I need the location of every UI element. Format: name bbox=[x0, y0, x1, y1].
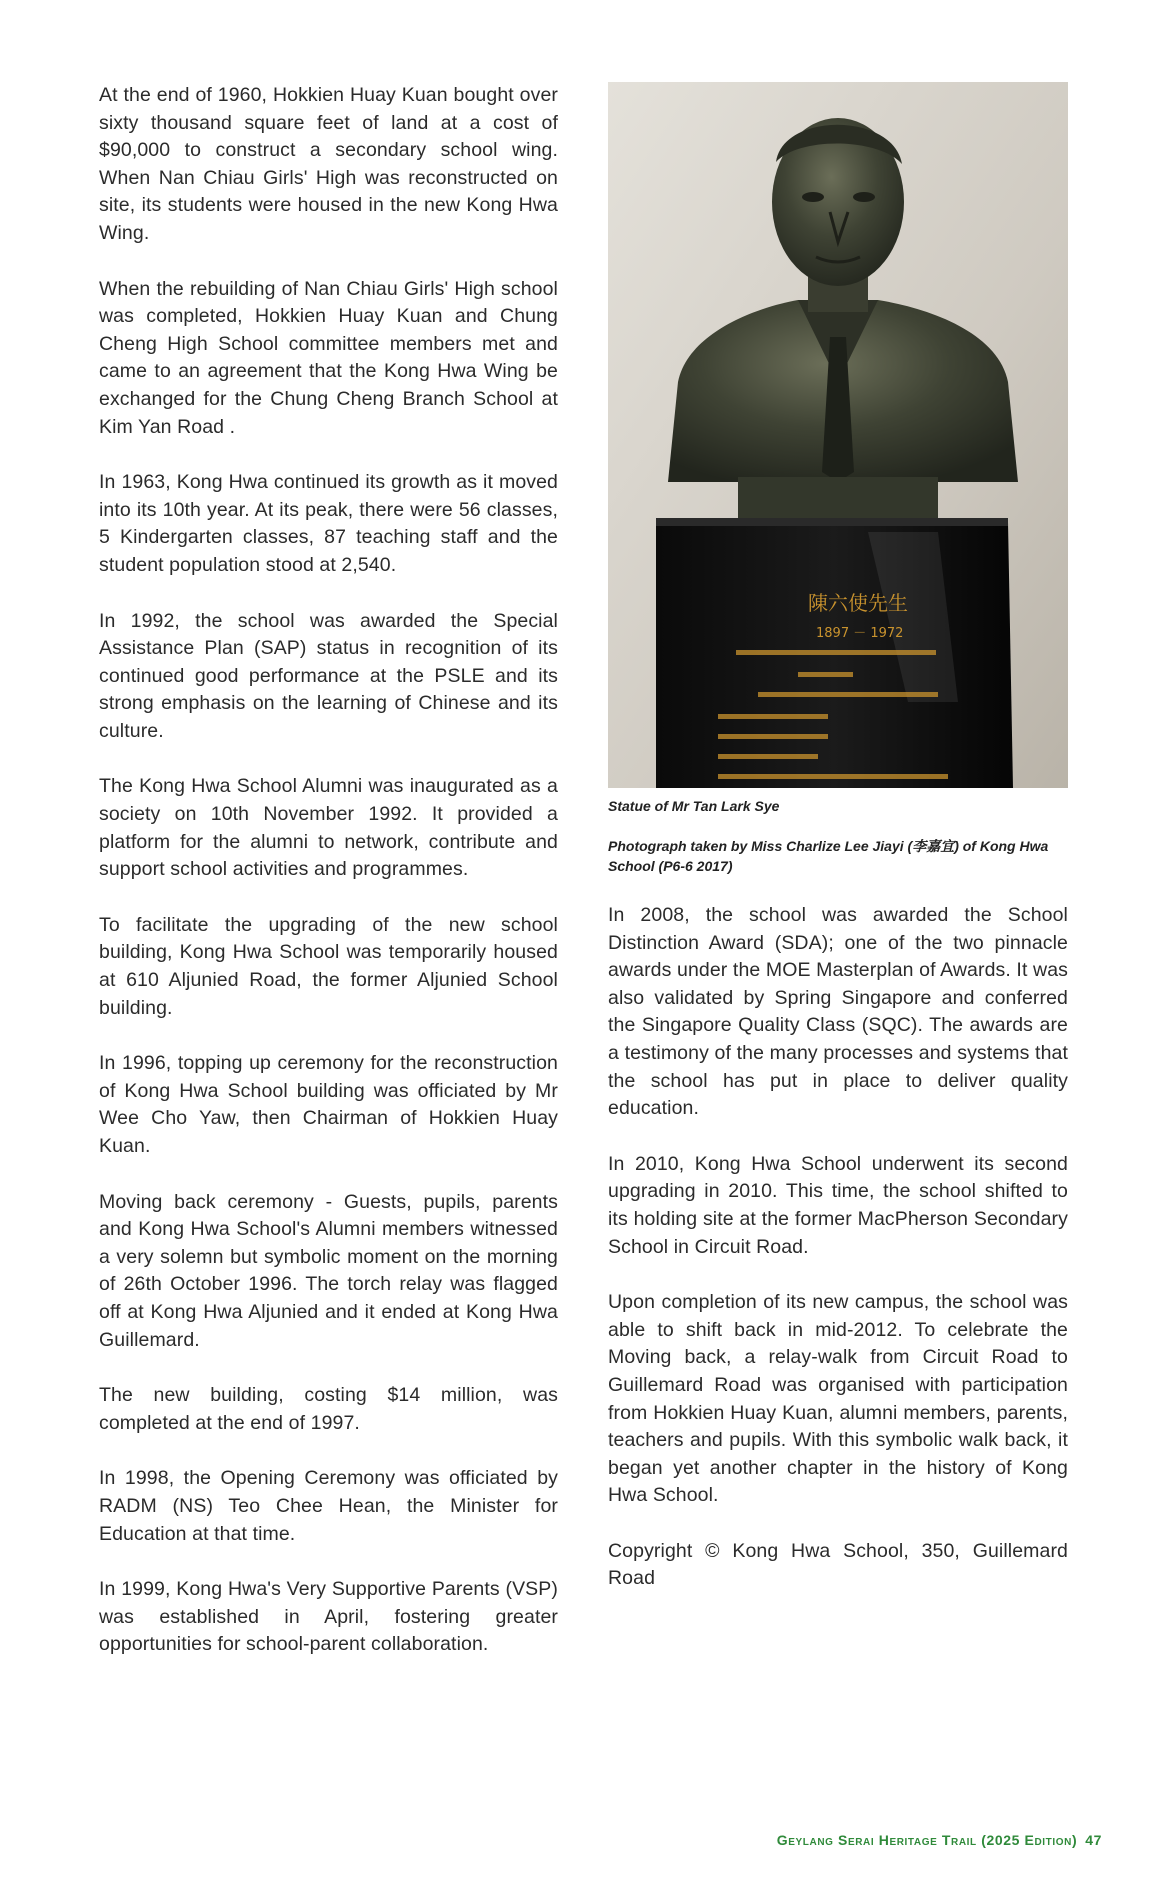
paragraph-1996-topping: In 1996, topping up ceremony for the reconstruction of Kong Hwa School building was officiated by Mr Wee Cho Yaw, then Chairman of Hokkien Huay Kuan. bbox=[99, 1052, 558, 1157]
paragraph-1963-growth: In 1963, Kong Hwa continued its growth as it moved into its 10th year. At its peak, there were 56 classes, 5 Kindergarten classes, 87 teaching staff and the student population stood at 2,540. bbox=[99, 471, 558, 576]
page-footer bbox=[777, 1832, 1102, 1848]
photo-caption bbox=[608, 796, 1068, 876]
caption-credit: Photograph taken by Miss Charlize Lee Jiayi (李嘉宜) of Kong Hwa School (P6-6 2017) bbox=[608, 838, 1049, 874]
paragraph-temporary-housing: To facilitate the upgrading of the new school building, Kong Hwa School was temporarily housed at 610 Aljunied Road, the former Aljunied School building. bbox=[99, 913, 558, 1019]
paragraph-alumni: The Kong Hwa School Alumni was inaugurated as a society on 10th November 1992. It provided a platform for the alumni to network, contribute and support school activities and programmes. bbox=[99, 775, 558, 881]
left-column bbox=[99, 82, 558, 1687]
right-column bbox=[608, 82, 1068, 1621]
plaque-years: 1897 － 1972 bbox=[816, 626, 904, 641]
paragraph-rebuilding: When the rebuilding of Nan Chiau Girls' High school was completed, Hokkien Huay Kuan and Chung Cheng High School committee members met and came to an agreement that the Kong Hwa Wing be exchanged for the Chung Cheng Branch School at Kim Yan Road . bbox=[99, 277, 558, 438]
footer-title: Geylang Serai Heritage Trail (2025 Edition) bbox=[776, 1832, 1078, 1848]
paragraph-1960-land: At the end of 1960, Hokkien Huay Kuan bought over sixty thousand square feet of land at a cost of $90,000 to construct a secondary school wing. When Nan Chiau Girls' High was reconstructed on site, its students were housed in the new Kong Hwa Wing. bbox=[99, 84, 558, 244]
paragraph-2010-upgrading: In 2010, Kong Hwa School underwent its second upgrading in 2010. This time, the school shifted to its holding site at the former MacPherson Secondary School in Circuit Road. bbox=[608, 1152, 1068, 1258]
paragraph-2012-return: Upon completion of its new campus, the school was able to shift back in mid-2012. To celebrate the Moving back, a relay-walk from Circuit Road to Guillemard Road was organised with participation from Hokkien Huay Kuan, alumni members, parents, teachers and pupils. With this symbolic walk back, it began yet another chapter in the history of Kong Hwa School. bbox=[608, 1291, 1068, 1507]
paragraph-moving-back: Moving back ceremony - Guests, pupils, parents and Kong Hwa School's Alumni members witnessed a very solemn but symbolic moment on the morning of 26th October 1996. The torch relay was flagged off at Kong Hwa Aljunied and it ended at Kong Hwa Guillemard. bbox=[99, 1190, 558, 1351]
plaque-name: 陳六使先生 bbox=[808, 591, 908, 615]
paragraph-copyright: Copyright © Kong Hwa School, 350, Guillemard Road bbox=[608, 1539, 1068, 1590]
paragraph-1999-vsp: In 1999, Kong Hwa's Very Supportive Parents (VSP) was established in April, fostering greater opportunities for school-parent collaboration. bbox=[99, 1578, 558, 1656]
paragraph-2008-sda: In 2008, the school was awarded the School Distinction Award (SDA); one of the two pinnacle awards under the MOE Masterplan of Awards. It was also validated by Spring Singapore and conferred the Singapore Quality Class (SQC). The awards are a testimony of the many processes and systems that the school has put in place to deliver quality education. bbox=[608, 904, 1068, 1120]
paragraph-new-building: The new building, costing $14 million, was completed at the end of 1997. bbox=[99, 1384, 558, 1434]
statue-photo bbox=[608, 82, 1068, 788]
page-number: 47 bbox=[1085, 1832, 1102, 1848]
paragraph-1992-sap: In 1992, the school was awarded the Special Assistance Plan (SAP) status in recognition of its continued good performance at the PSLE and its strong emphasis on the learning of Chinese and its culture. bbox=[99, 609, 558, 742]
caption-title: Statue of Mr Tan Lark Sye bbox=[608, 798, 780, 814]
paragraph-1998-opening: In 1998, the Opening Ceremony was officiated by RADM (NS) Teo Chee Hean, the Minister for Education at that time. bbox=[99, 1467, 558, 1545]
